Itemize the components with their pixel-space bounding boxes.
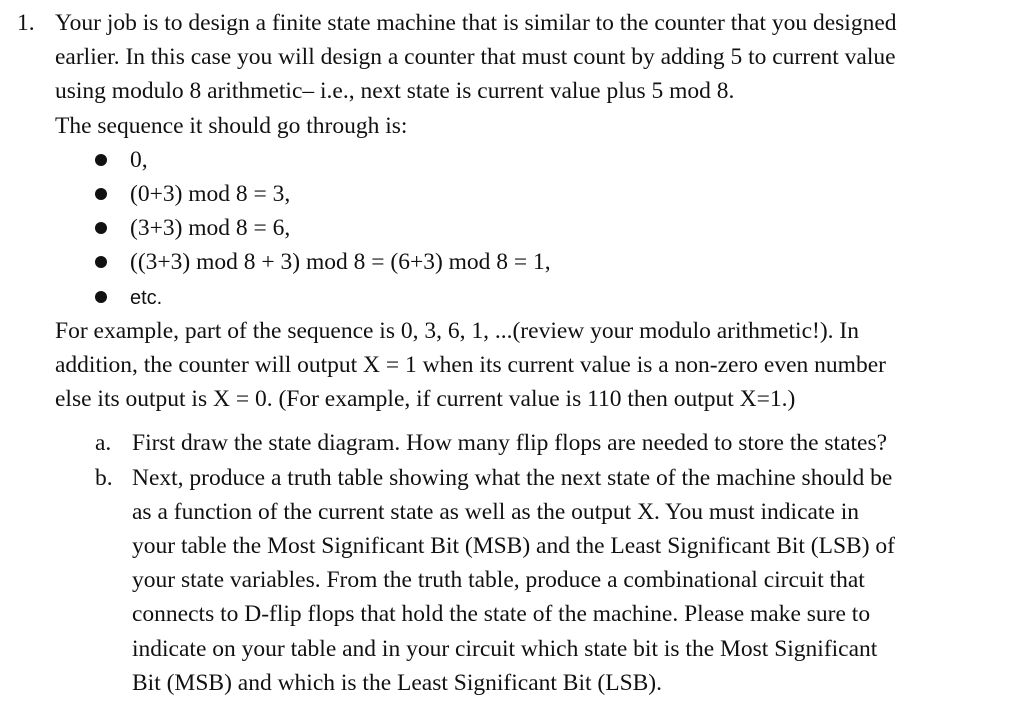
intro-line: using modulo 8 arithmetic– i.e., next state is current value plus 5 mod 8. [55,78,735,105]
sequence-item-text: etc. [130,286,163,309]
subpart-line: indicate on your table and in your circuit which state bit is the Most Significant [132,635,878,662]
sequence-item [55,245,985,279]
intro-line: Your job is to design a finite state machine that is similar to the counter that you designed [55,10,897,36]
subpart-list [55,426,1024,700]
bullet-icon [95,256,107,268]
bullet-icon [95,154,107,166]
subpart-b [55,461,992,700]
bullet-icon [95,188,107,200]
sequence-list [55,143,985,314]
subpart-a [55,426,992,460]
example-line: addition, the counter will output X = 1 when its current value is a non-zero even number [55,351,886,378]
subpart-line: Next, produce a truth table showing what the next state of the machine should be [132,464,893,491]
sequence-item-text: (3+3) mod 8 = 6, [130,215,291,242]
example-line: For example, part of the sequence is 0, 3, 6, 1, ...(review your modulo arithmetic!). In [55,317,859,344]
bullet-icon [95,291,107,303]
intro-line: earlier. In this case you will design a counter that must count by adding 5 to current value [55,44,896,71]
sequence-item-text: 0, [130,146,148,173]
question-body [55,6,985,416]
example-line: else its output is X = 0. (For example, if current value is 110 then output X=1.) [55,386,796,413]
subpart-line: First draw the state diagram. How many flip flops are needed to store the states? [132,430,888,457]
sequence-item [55,177,985,211]
intro-line: The sequence it should go through is: [55,112,408,139]
sequence-item-text: ((3+3) mod 8 + 3) mod 8 = (6+3) mod 8 = 1, [130,249,551,276]
subpart-line: connects to D-flip flops that hold the state of the machine. Please make sure to [132,601,871,628]
subpart-letter: a. [95,430,112,457]
subpart-line: your state variables. From the truth table, produce a combinational circuit that [132,567,865,594]
subpart-line: your table the Most Significant Bit (MSB) and the Least Significant Bit (LSB) of [132,532,896,559]
question-intro [55,6,985,143]
example-paragraph [55,314,985,417]
sequence-item-text: (0+3) mod 8 = 3, [130,181,291,207]
question-block [0,6,1024,700]
sequence-item [55,211,985,245]
bullet-icon [95,222,107,234]
sequence-item [55,280,985,314]
subpart-line: Bit (MSB) and which is the Least Significant Bit (LSB). [132,669,663,696]
subpart-letter: b. [95,464,113,491]
subpart-line: as a function of the current state as well as the output X. You must indicate in [132,498,860,525]
sequence-item [55,143,985,177]
question-number: 1. [17,10,35,36]
